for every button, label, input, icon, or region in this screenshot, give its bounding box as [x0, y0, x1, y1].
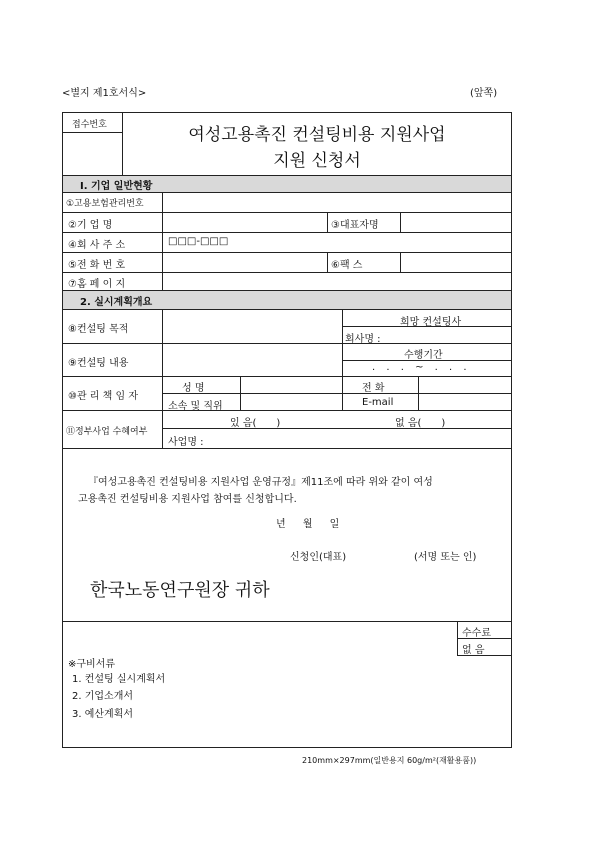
- applicant-label: 신청인(대표): [290, 552, 347, 563]
- paper-spec: 210mm×297mm(일반용지 60g/m²(재활용품)): [302, 756, 477, 765]
- gov-project-no[interactable]: 없 음( ): [395, 418, 446, 429]
- manager-name-label: 성 명: [182, 383, 205, 394]
- manager-phone-label: 전 화: [362, 383, 385, 394]
- project-name-label: 사업명 :: [168, 437, 204, 448]
- ceo-name-field[interactable]: [401, 213, 511, 231]
- company-name-label: ②기 업 명: [68, 220, 113, 231]
- form-number: <별지 제1호서식>: [62, 88, 147, 99]
- firm-name-label: 회사명 :: [345, 334, 381, 345]
- section2-heading: 2. 실시계획개요: [80, 297, 153, 308]
- consulting-content-field[interactable]: [163, 344, 341, 375]
- address-postcode[interactable]: □□□-□□□: [168, 236, 229, 247]
- section1-heading: I. 기업 일반현황: [80, 181, 153, 192]
- gov-project-yes[interactable]: 있 음( ): [230, 418, 281, 429]
- insurance-number-field[interactable]: [163, 193, 511, 211]
- manager-label: ⑩관 리 책 임 자: [68, 391, 138, 402]
- manager-email-label: E-mail: [362, 397, 394, 408]
- fax-field[interactable]: [401, 253, 511, 271]
- application-date[interactable]: 년 월 일: [276, 519, 340, 530]
- required-doc-3: 3. 예산계획서: [72, 709, 134, 720]
- required-docs-heading: ※구비서류: [68, 659, 116, 670]
- form-title: 여성고용촉진 컨설팅비용 지원사업: [188, 125, 446, 145]
- consulting-content-label: ⑨컨설팅 내용: [68, 358, 129, 369]
- ceo-name-label: ③대표자명: [331, 220, 379, 231]
- manager-dept-label: 소속 및 직위: [168, 401, 223, 412]
- recipient: 한국노동연구원장 귀하: [90, 580, 270, 601]
- form-subtitle: 지원 신청서: [273, 151, 361, 171]
- homepage-label: ⑦홈 페 이 지: [68, 279, 126, 290]
- consulting-purpose-field[interactable]: [163, 310, 341, 342]
- required-doc-1: 1. 컨설팅 실시계획서: [72, 674, 166, 685]
- declaration-line2: 고용촉진 컨설팅비용 지원사업 참여를 신청합니다.: [78, 494, 297, 505]
- company-name-field[interactable]: [163, 213, 326, 231]
- address-label: ④회 사 주 소: [68, 240, 126, 251]
- insurance-number-label: ①고용보험관리번호: [66, 199, 144, 209]
- fee-value: 없 음: [462, 645, 485, 656]
- page-side-label: (앞쪽): [470, 88, 498, 99]
- signature-label: (서명 또는 인): [414, 552, 477, 563]
- phone-label: ⑤전 화 번 호: [68, 260, 126, 271]
- period-label: 수행기간: [404, 350, 443, 361]
- gov-project-label: ⑪정부사업 수혜여부: [66, 427, 148, 437]
- required-doc-2: 2. 기업소개서: [72, 691, 134, 702]
- homepage-field[interactable]: [163, 273, 511, 289]
- fee-label: 수수료: [462, 628, 491, 639]
- period-value[interactable]: . . . ~ . . .: [372, 362, 471, 373]
- fax-label: ⑥팩 스: [331, 260, 363, 271]
- phone-field[interactable]: [163, 253, 326, 271]
- desired-firm-label: 희망 컨설팅사: [400, 317, 462, 328]
- receipt-number-label: 접수번호: [72, 120, 107, 130]
- declaration-line1: 『여성고용촉진 컨설팅비용 지원사업 운영규정』제11조에 따라 위와 같이 여성: [88, 477, 433, 488]
- consulting-purpose-label: ⑧컨설팅 목적: [68, 324, 129, 335]
